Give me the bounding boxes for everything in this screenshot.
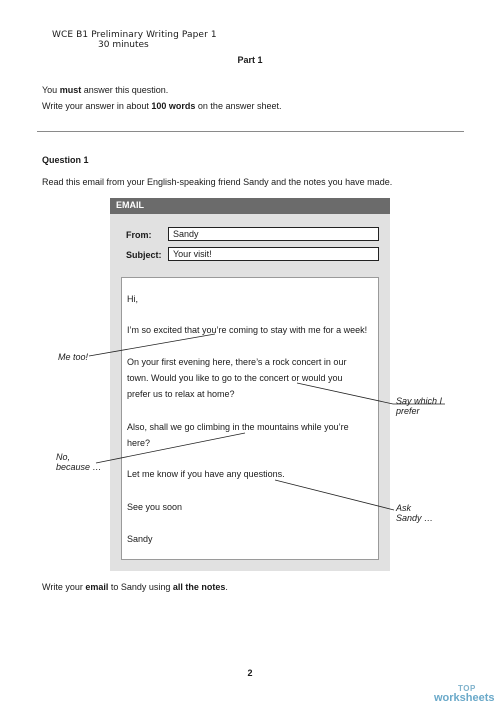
- note-ask-line1: Ask: [396, 503, 412, 513]
- footer-instruction: [42, 582, 228, 593]
- instruction-text: .: [225, 582, 228, 592]
- email-title: EMAIL: [116, 200, 144, 210]
- from-field: Sandy: [168, 227, 379, 241]
- email-line: On your first evening here, there’s a rock concert in our: [127, 357, 347, 367]
- note-me-too: Me too!: [58, 352, 89, 362]
- instruction-emphasis: 100 words: [151, 101, 196, 111]
- pointer-me-too: [89, 334, 215, 356]
- email-line: Let me know if you have any questions.: [127, 469, 285, 479]
- logo-wordmark: worksheets: [434, 692, 495, 704]
- instruction-text: on the answer sheet.: [195, 101, 282, 111]
- email-line: here?: [127, 438, 151, 448]
- instruction-text: to Sandy using: [108, 582, 173, 592]
- question-heading: Question 1: [42, 155, 89, 165]
- note-ask-line2: Sandy …: [396, 513, 434, 523]
- pointer-no-because: [96, 433, 245, 463]
- instruction-text: Write your answer in about: [42, 101, 152, 111]
- email-signature: Sandy: [127, 534, 153, 544]
- email-line: town. Would you like to go to the concert or would you: [127, 373, 343, 383]
- part-title: Part 1: [237, 55, 263, 65]
- instruction-text: Write your: [42, 582, 86, 592]
- instruction-emphasis: email: [85, 582, 109, 592]
- paper-title: WCE B1 Preliminary Writing Paper 1: [52, 30, 217, 40]
- email-line: I’m so excited that you’re coming to stay with me for a week!: [127, 325, 368, 335]
- note-say-which-line2: prefer: [396, 406, 420, 416]
- note-no-because-line1: No,: [56, 452, 71, 462]
- email-line: prefer us to relax at home?: [127, 389, 235, 399]
- page-number: 2: [247, 668, 253, 678]
- subject-field: Your visit!: [168, 247, 379, 261]
- logo-top: TOP: [458, 684, 476, 693]
- instruction-text: You: [42, 85, 60, 95]
- email-line: Also, shall we go climbing in the mountains while you’re: [127, 422, 349, 432]
- pointer-ask: [275, 480, 394, 510]
- instruction-text: answer this question.: [81, 85, 169, 95]
- email-greeting: Hi,: [127, 294, 138, 304]
- instruction-emphasis: must: [59, 85, 82, 95]
- question-prompt: Read this email from your English-speaking friend Sandy and the notes you have made.: [42, 177, 393, 187]
- note-say-which-line1: Say which I: [396, 396, 443, 406]
- note-no-because-line2: because …: [56, 462, 102, 472]
- paper-duration: 30 minutes: [98, 40, 149, 50]
- email-closing: See you soon: [127, 502, 183, 512]
- instruction-emphasis: all the notes: [172, 582, 226, 592]
- from-label: From:: [126, 230, 152, 240]
- pointer-say-which: [297, 383, 393, 404]
- subject-label: Subject:: [126, 250, 162, 260]
